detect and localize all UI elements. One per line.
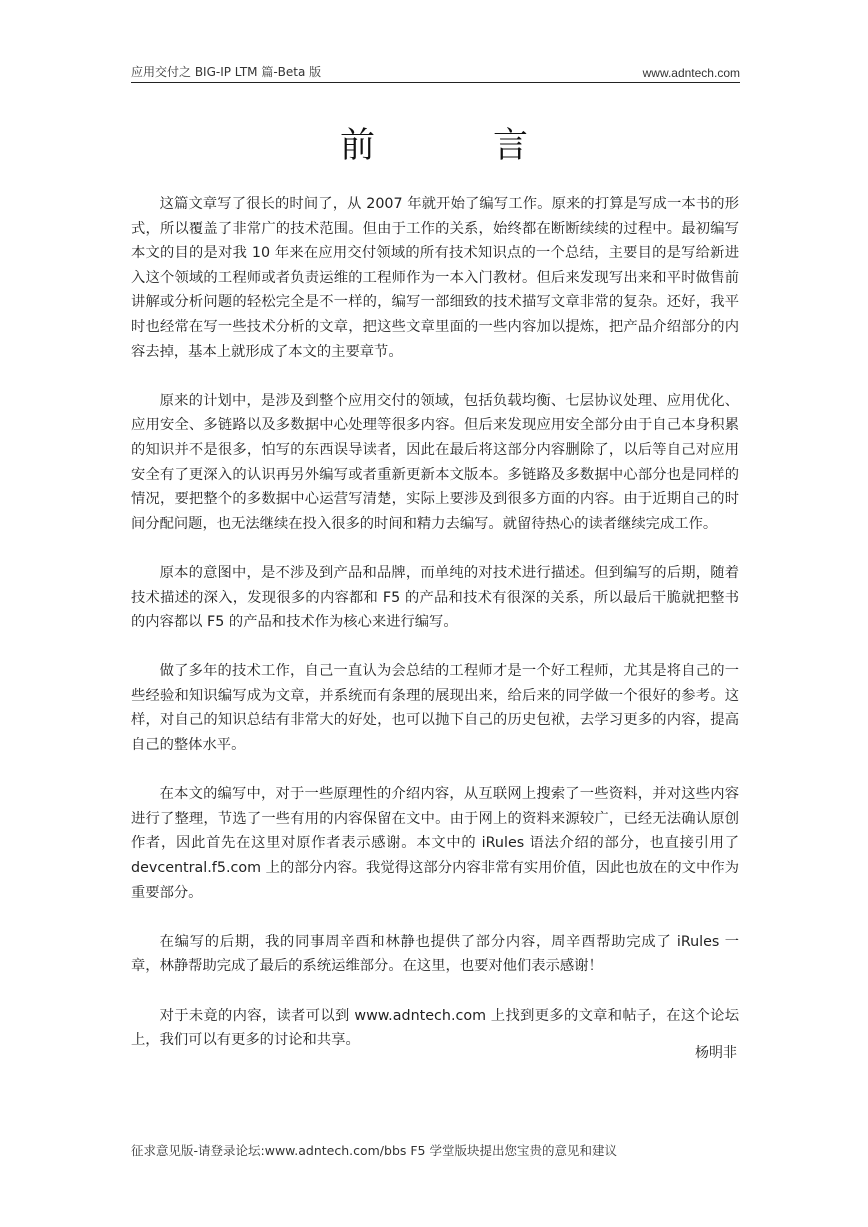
paragraph-1: 这篇文章写了很长的时间了，从 2007 年就开始了编写工作。原来的打算是写成一本书的形式，所以覆盖了非常广的技术范围。但由于工作的关系，始终都在断断续续的过程中。最初编写本文的目的是对我 10 年来在应用交付领域的所有技术知识点的一个总结，主要目的是写给新进入这个领域的工程师或者负责运维的工程师作为一本入门教材。但后来发现写出来和平时做售前讲解或分析问题的轻松完全是不一样的，编写一部细致的技术描写文章非常的复杂。还好，我平时也经常在写一些技术分析的文章，把这些文章里面的一些内容加以提炼，把产品介绍部分的内容去掉，基本上就形成了本文的主要章节。 [131, 196, 739, 360]
page-title [0, 118, 868, 168]
paragraph-3: 原本的意图中，是不涉及到产品和品牌，而单纯的对技术进行描述。但到编写的后期，随着技术描述的深入，发现很多的内容都和 F5 的产品和技术有很深的关系，所以最后干脆就把整书的内容都以 F5 的产品和技术作为核心来进行编写。 [131, 564, 739, 631]
paragraph-2: 原来的计划中，是涉及到整个应用交付的领域，包括负载均衡、七层协议处理、应用优化、应用安全、多链路以及多数据中心处理等很多内容。但后来发现应用安全部分由于自己本身积累的知识并不是很多，怕写的东西误导读者，因此在最后将这部分内容删除了，以后等自己对应用安全有了更深入的认识再另外编写或者重新更新本文版本。多链路及多数据中心部分也是同样的情况，要把整个的多数据中心运营写清楚，实际上要涉及到很多方面的内容。由于近期自己的时间分配问题，也无法继续在投入很多的时间和精力去编写。就留待热心的读者继续完成工作。 [131, 392, 739, 532]
page-footer: 征求意见版-请登录论坛:www.adntech.com/bbs F5 学堂版块提出您宝贵的意见和建议 [131, 1143, 617, 1158]
paragraph-5: 在本文的编写中，对于一些原理性的介绍内容，从互联网上搜索了一些资料，并对这些内容进行了整理，节选了一些有用的内容保留在文中。由于网上的资料来源较广，已经无法确认原创作者，因此首先在这里对原作者表示感谢。本文中的 iRules 语法介绍的部分，也直接引用了 devcentral.f5.com 上的部分内容。我觉得这部分内容非常有实用价值，因此也放在的文中作为重要部分。 [131, 786, 739, 901]
paragraph-4: 做了多年的技术工作，自己一直认为会总结的工程师才是一个好工程师，尤其是将自己的一些经验和知识编写成为文章，并系统而有条理的展现出来，给后来的同学做一个很好的参考。这样，对自己的知识总结有非常大的好处，也可以抛下自己的历史包袱，去学习更多的内容，提高自己的整体水平。 [131, 663, 739, 754]
paragraph-6: 在编写的后期，我的同事周辛酉和林静也提供了部分内容，周辛酉帮助完成了 iRules 一章，林静帮助完成了最后的系统运维部分。在这里，也要对他们表示感谢！ [131, 933, 739, 975]
title-char-1: 前 [339, 126, 375, 166]
header-website: www.adntech.com [642, 66, 740, 80]
paragraph-7: 对于未竟的内容，读者可以到 www.adntech.com 上找到更多的文章和帖子，在这个论坛上，我们可以有更多的讨论和共享。 [131, 1007, 739, 1049]
author-signature: 杨明非 [695, 1045, 737, 1061]
title-char-2: 言 [493, 126, 529, 166]
page-header [131, 62, 740, 83]
header-doc-title: 应用交付之 BIG-IP LTM 篇-Beta 版 [131, 65, 322, 79]
preface-body [131, 192, 739, 1077]
